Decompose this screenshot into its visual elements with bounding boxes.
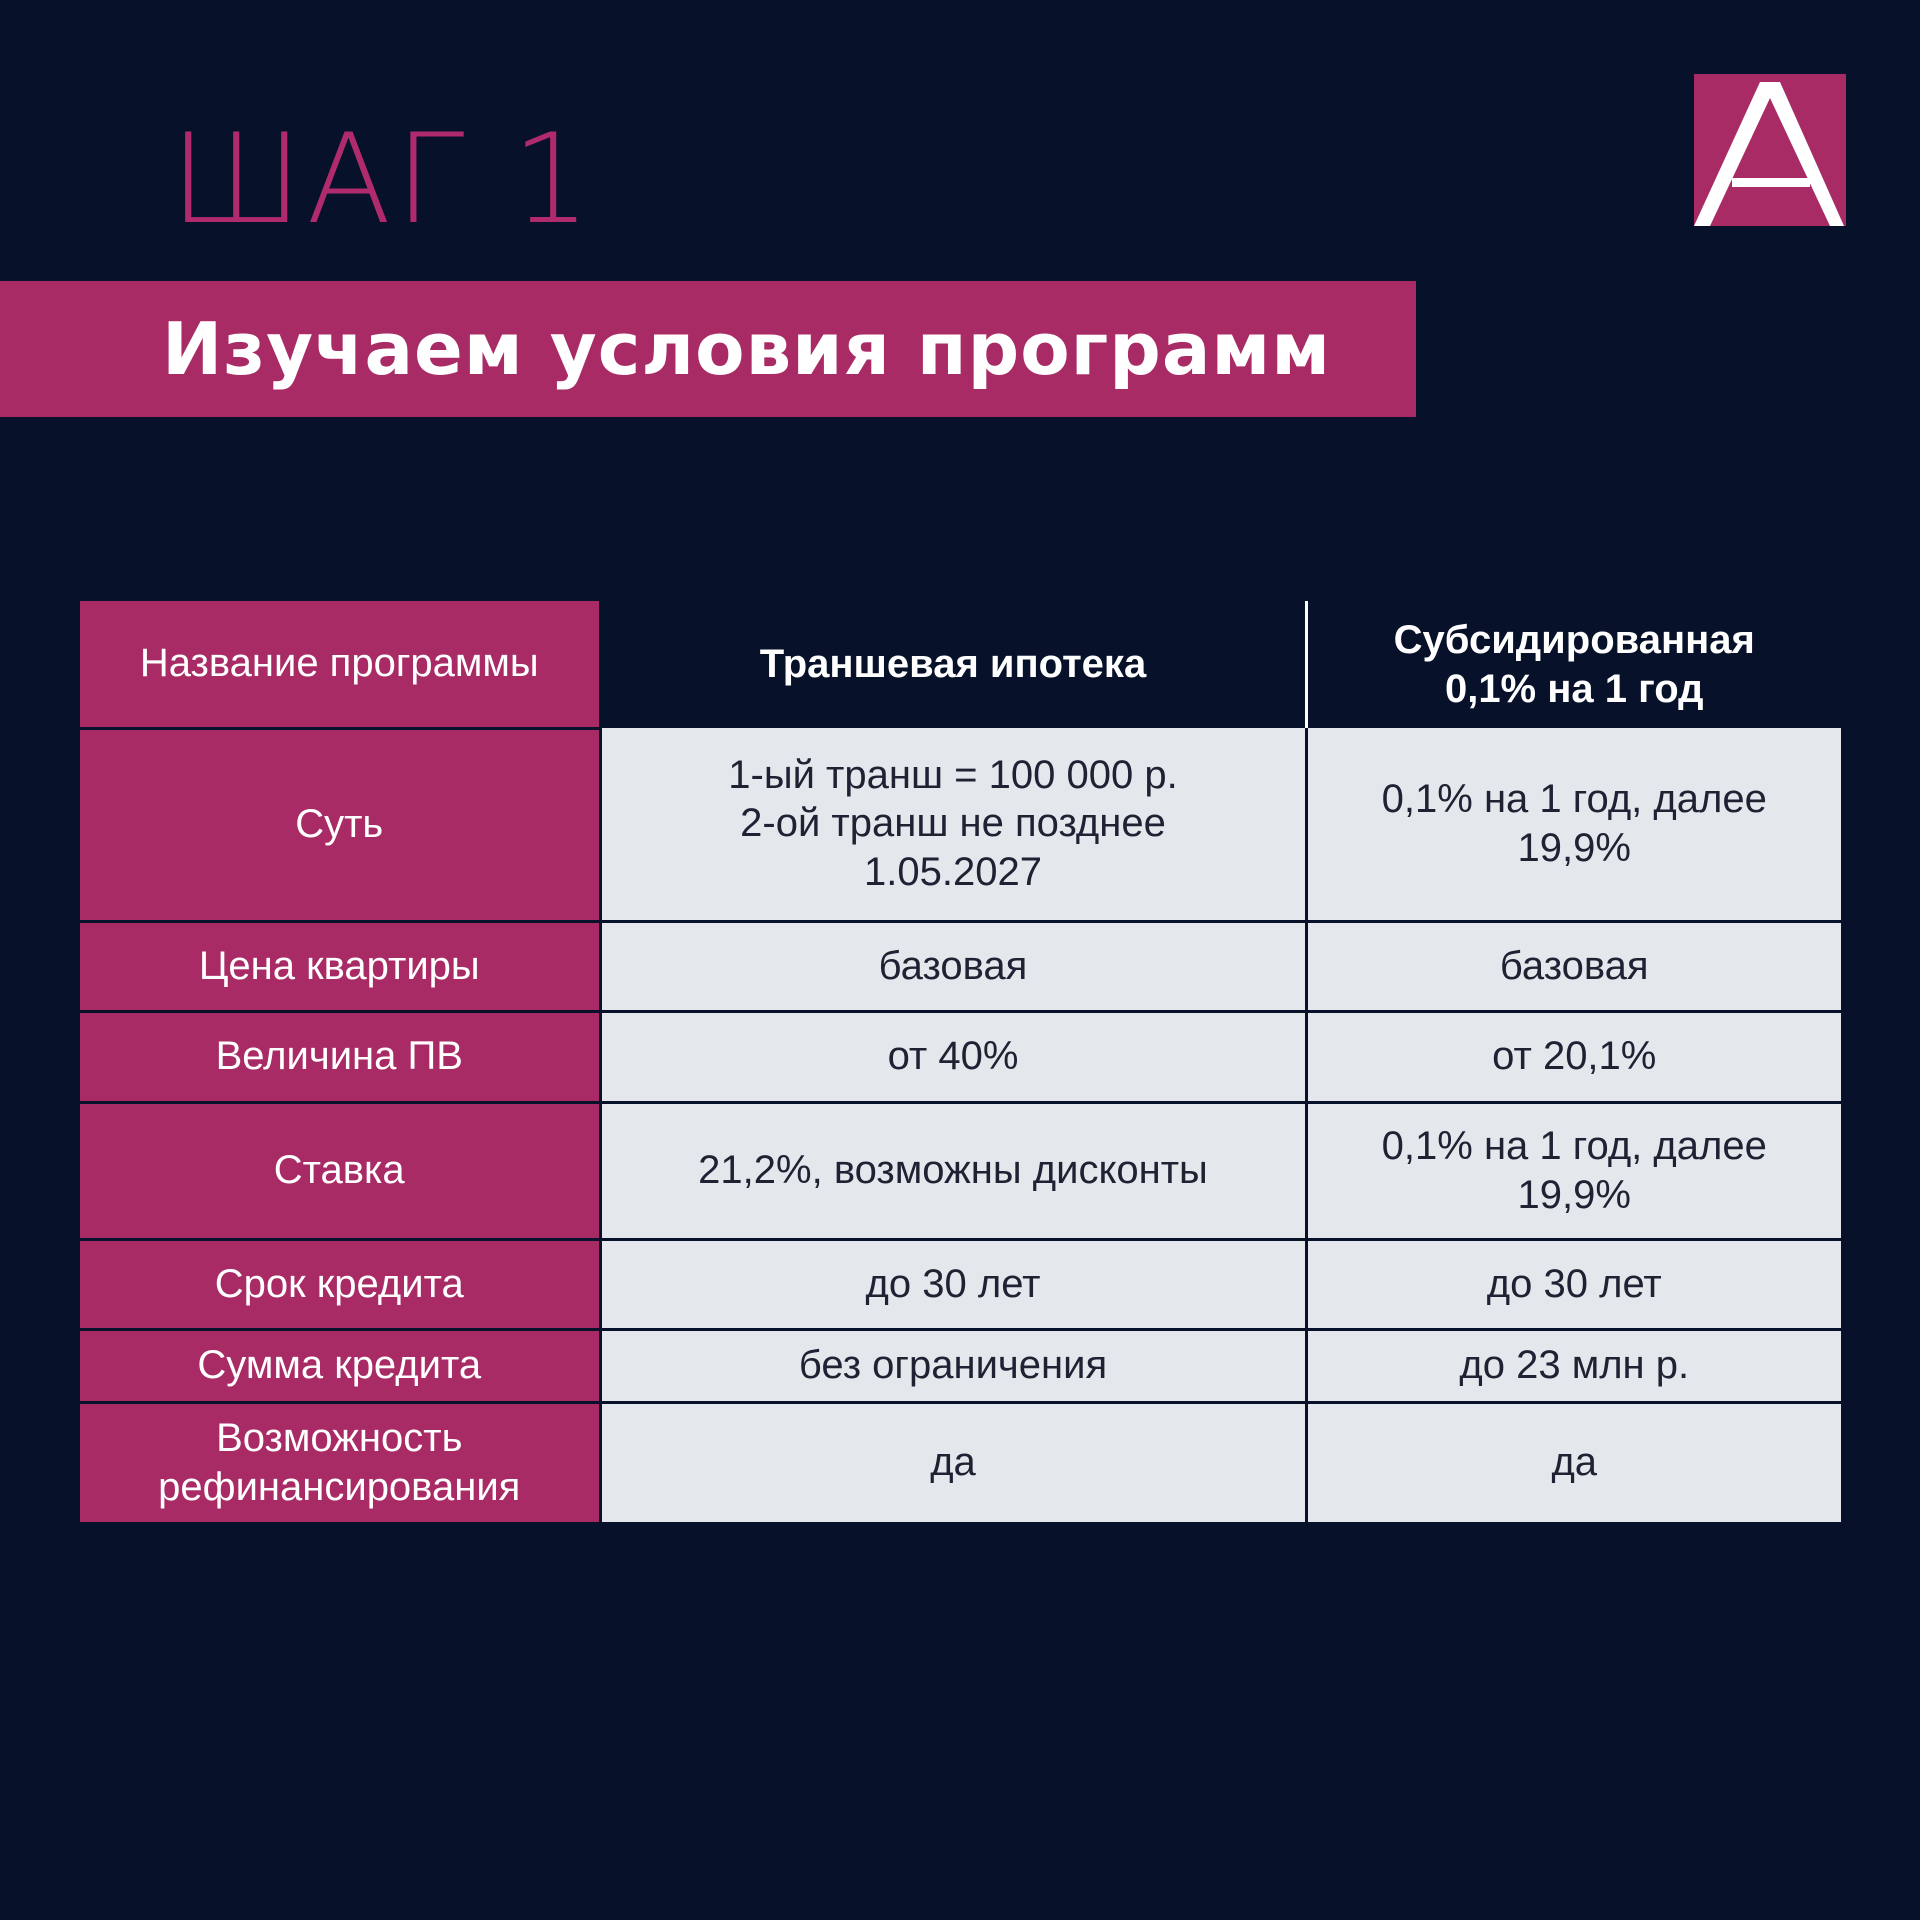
header-program-subsidized: Субсидированная 0,1% на 1 год — [1306, 601, 1841, 728]
row-value-col1: да — [600, 1402, 1306, 1522]
step-title: ШАГ 1 — [170, 108, 595, 252]
row-value-col2: от 20,1% — [1306, 1011, 1841, 1102]
row-value-col2: 0,1% на 1 год, далее 19,9% — [1306, 728, 1841, 921]
letter-a-logo-icon — [1694, 74, 1846, 226]
table-row — [80, 1239, 1841, 1329]
table-row — [80, 1329, 1841, 1402]
table-row — [80, 1102, 1841, 1239]
header-program-tranche: Траншевая ипотека — [600, 601, 1306, 728]
title-banner — [0, 281, 1416, 417]
row-value-col2: до 30 лет — [1306, 1239, 1841, 1329]
row-label: Цена квартиры — [80, 921, 600, 1011]
row-label: Величина ПВ — [80, 1011, 600, 1102]
row-value-col1: базовая — [600, 921, 1306, 1011]
table-row — [80, 728, 1841, 921]
row-value-col2: да — [1306, 1402, 1841, 1522]
row-value-col2: базовая — [1306, 921, 1841, 1011]
row-value-col1: до 30 лет — [600, 1239, 1306, 1329]
row-label: Суть — [80, 728, 600, 921]
row-value-col2: до 23 млн р. — [1306, 1329, 1841, 1402]
row-value-col2: 0,1% на 1 год, далее 19,9% — [1306, 1102, 1841, 1239]
table-row — [80, 921, 1841, 1011]
row-value-col1: 21,2%, возможны дисконты — [600, 1102, 1306, 1239]
table-header-row — [80, 601, 1841, 728]
row-value-col1: без ограничения — [600, 1329, 1306, 1402]
page-title: Изучаем условия программ — [162, 307, 1332, 391]
row-label: Возможность рефинансирования — [80, 1402, 600, 1522]
row-label: Срок кредита — [80, 1239, 600, 1329]
row-label: Сумма кредита — [80, 1329, 600, 1402]
comparison-table — [80, 601, 1841, 1522]
table-row — [80, 1402, 1841, 1522]
row-value-col1: 1-ый транш = 100 000 р. 2-ой транш не позднее 1.05.2027 — [600, 728, 1306, 921]
brand-logo — [1694, 74, 1846, 226]
header-label-cell: Название программы — [80, 601, 600, 728]
table-row — [80, 1011, 1841, 1102]
row-value-col1: от 40% — [600, 1011, 1306, 1102]
row-label: Ставка — [80, 1102, 600, 1239]
